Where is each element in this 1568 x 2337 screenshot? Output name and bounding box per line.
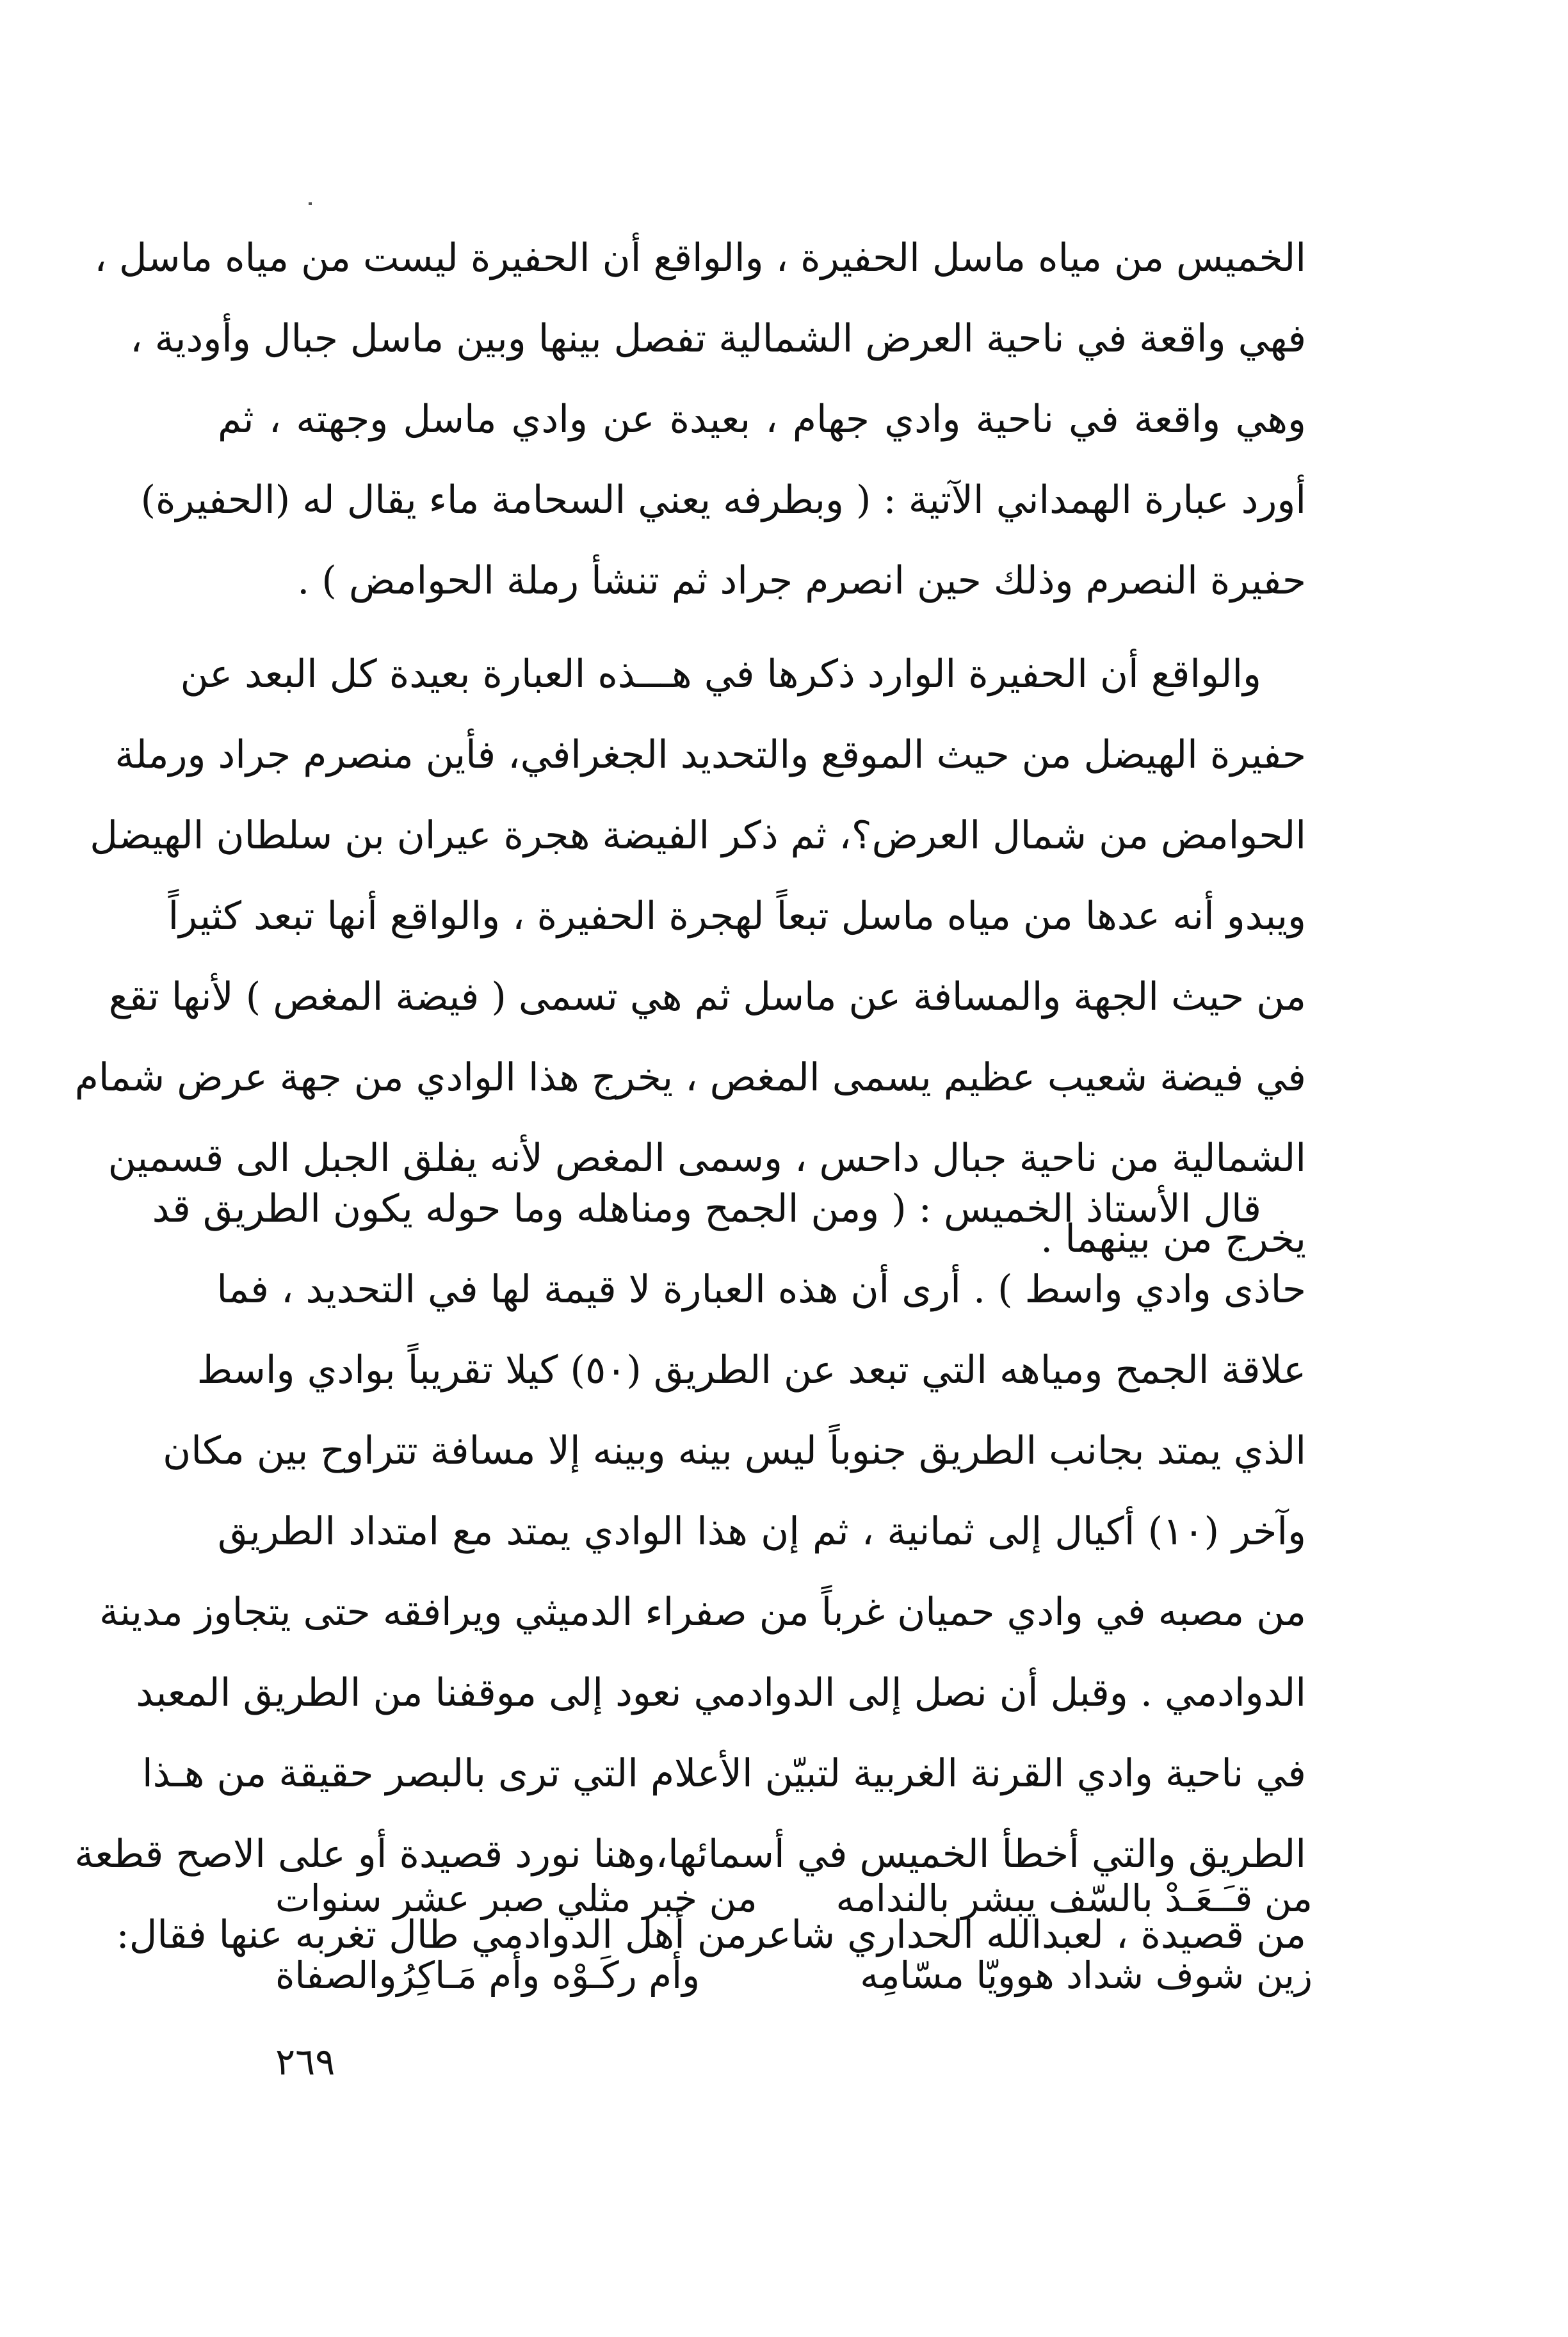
poem-verse — [275, 1937, 1313, 2014]
text-line: في فيضة شعيب عظيم يسمى المغص ، يخرج هذا الوادي من جهة عرض شمام — [74, 1055, 1306, 1100]
hemistich-first: زين شوف شداد هوويّا مسّامِه — [860, 1953, 1313, 1997]
text-line: من حيث الجهة والمسافة عن ماسل ثم هي تسمى ( فيضة المغص ) لأنها تقع — [108, 974, 1306, 1019]
hemistich-first: من قـَـعَـدْ بالسّف يبشر بالندامه — [836, 1877, 1313, 1920]
page-number: ٢٦٩ — [275, 2040, 335, 2083]
hemistich-second: وأم ركَـوْه وأم مَـاكِرُوالصفاة — [275, 1953, 700, 1997]
text-line: يخرج من بينهما . — [1040, 1217, 1306, 1261]
text-line: حفيرة النصرم وذلك حين انصرم جراد ثم تنشأ رملة الحوامض ) . — [297, 558, 1306, 603]
text-line: فهي واقعة في ناحية العرض الشمالية تفصل بينها وبين ماسل جبال وأودية ، — [130, 316, 1306, 361]
text-line: وهي واقعة في ناحية وادي جهام ، بعيدة عن وادي ماسل وجهته ، ثم — [218, 397, 1306, 442]
text-line: الخميس من مياه ماسل الحفيرة ، والواقع أن الحفيرة ليست من مياه ماسل ، — [94, 236, 1306, 280]
text-line: الطريق والتي أخطأ الخميس في أسمائها،وهنا نورد قصيدة أو على الاصح قطعة — [74, 1832, 1306, 1877]
text-line: أورد عبارة الهمداني الآتية : ( وبطرفه يعني السحامة ماء يقال له (الحفيرة) — [140, 478, 1306, 522]
text-line: الشمالية من ناحية جبال داحس ، وسمى المغص لأنه يفلق الجبل الى قسمين — [108, 1136, 1306, 1181]
paragraph-3 — [74, 1168, 1306, 1975]
paragraph-1 — [94, 218, 1306, 621]
text-line: في ناحية وادي القرنة الغربية لتبيّن الأعلام التي ترى بالبصر حقيقة من هـذا — [142, 1751, 1306, 1796]
text-line: من قصيدة ، لعبدالله الحداري شاعرمن أهل الدوادمي طال تغربه عنها فقال: — [116, 1912, 1306, 1957]
text-line: الحوامض من شمال العرض؟، ثم ذكر الفيضة هجرة عيران بن سلطان الهيضل — [90, 813, 1306, 858]
page-speck — [309, 202, 312, 205]
text-line: من مصبه في وادي حميان غرباً من صفراء الدميثي ويرافقه حتى يتجاوز مدينة — [99, 1590, 1306, 1635]
hemistich-second: من خبر مثلي صبر عشر سنوات — [275, 1877, 757, 1920]
text-line: الدوادمي . وقبل أن نصل إلى الدوادمي نعود إلى موقفنا من الطريق المعبد — [136, 1670, 1306, 1715]
text-line: قال الأستاذ الخميس : ( ومن الجمح ومناهله وما حوله يكون الطريق قد — [152, 1186, 1261, 1231]
text-line: والواقع أن الحفيرة الوارد ذكرها في هـــذه العبارة بعيدة كل البعد عن — [180, 652, 1261, 697]
poem — [275, 1860, 1313, 2014]
text-line: علاقة الجمح ومياهه التي تبعد عن الطريق (٥٠) كيلا تقريباً بوادي واسط — [197, 1348, 1306, 1393]
text-line: الذي يمتد بجانب الطريق جنوباً ليس بينه وبينه إلا مسافة تتراوح بين مكان — [163, 1428, 1306, 1473]
text-line: ويبدو أنه عدها من مياه ماسل تبعاً لهجرة الحفيرة ، والواقع أنها تبعد كثيراً — [168, 894, 1306, 939]
text-line: حاذى وادي واسط ) . أرى أن هذه العبارة لا قيمة لها في التحديد ، فما — [216, 1267, 1306, 1312]
text-line: حفيرة الهيضل من حيث الموقع والتحديد الجغرافي، فأين منصرم جراد ورملة — [115, 732, 1306, 777]
poem-verse — [275, 1860, 1313, 1937]
text-line: وآخر (١٠) أكيال إلى ثمانية ، ثم إن هذا الوادي يمتد مع امتداد الطريق — [218, 1509, 1306, 1554]
